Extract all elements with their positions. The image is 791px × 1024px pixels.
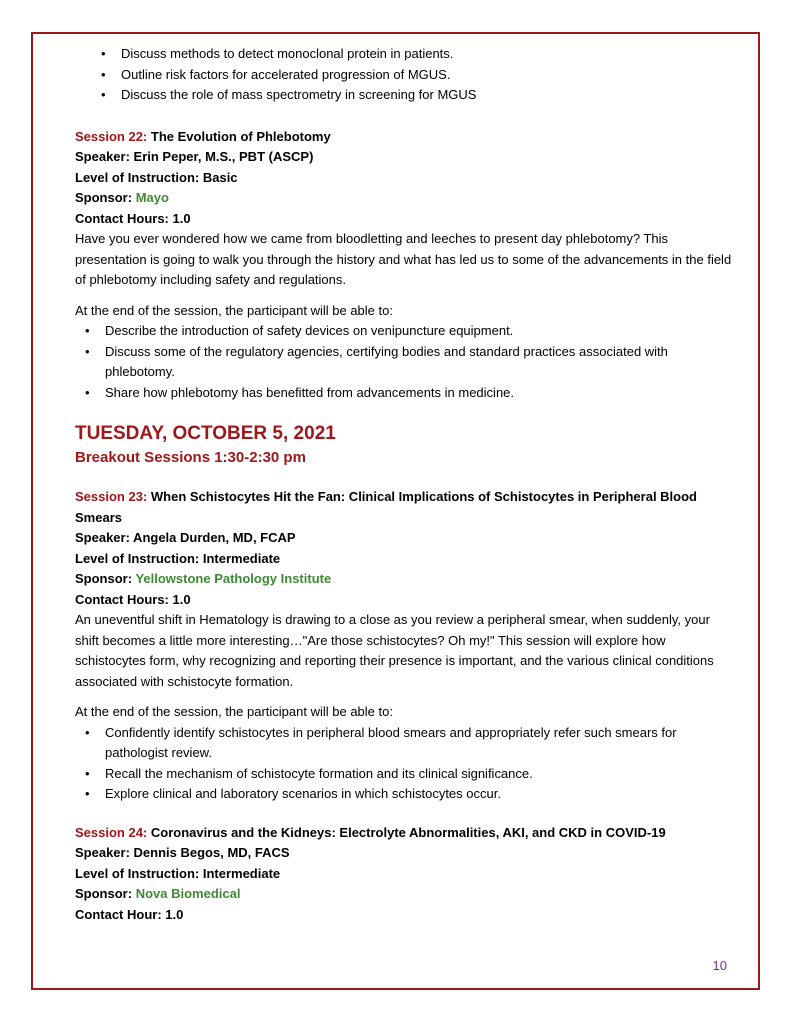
session-title: When Schistocytes Hit the Fan: Clinical Implications of Schistocytes in Peripheral Blood Smears [75,489,697,525]
session-description: An uneventful shift in Hematology is drawing to a close as you review a peripheral smear, when suddenly, your shift becomes a little more interesting…"Are those schistocytes? Oh my!" This session will explore how schistocytes form, why recognizing and reporting their presence is important, and the various clinical conditions associated with schistocyte formation. [75,612,714,689]
speaker: Speaker: Erin Peper, M.S., PBT (ASCP) [75,149,314,164]
objectives-intro: At the end of the session, the participant will be able to: [75,302,393,318]
sponsor-name: Nova Biomedical [135,886,241,901]
day-heading: TUESDAY, OCTOBER 5, 2021 [75,423,336,444]
sponsor-label: Sponsor: [75,886,133,901]
speaker: Speaker: Dennis Begos, MD, FACS [75,845,290,860]
sponsor-name: Mayo [135,190,169,205]
session-number: Session 22: [75,128,148,144]
list-item: • Explore clinical and laboratory scenarios in which schistocytes occur. [75,784,735,805]
speaker: Speaker: Angela Durden, MD, FCAP [75,530,296,545]
list-item: • Discuss some of the regulatory agencies, certifying bodies and standard practices associated with phlebotomy. [75,342,735,383]
contact-hours: Contact Hours: 1.0 [75,210,191,226]
list-item: • Recall the mechanism of schistocyte formation and its clinical significance. [75,764,735,785]
session-22-heading [75,127,735,148]
session-number: Session 23: [75,489,148,504]
sponsor [75,884,735,905]
contact-hours: Contact Hour: 1.0 [75,906,184,922]
level: Level of Instruction: Intermediate [75,550,281,566]
list-item: • Discuss methods to detect monoclonal protein in patients. [75,44,735,65]
page-content [75,44,735,925]
list-item: • Describe the introduction of safety devices on venipuncture equipment. [75,321,735,342]
sponsor-label: Sponsor: [75,190,133,205]
list-item: • Confidently identify schistocytes in peripheral blood smears and appropriately refer such smears for pathologist review. [75,723,735,764]
level: Level of Instruction: Intermediate [75,865,281,881]
objectives-list [75,321,735,403]
sponsor-name: Yellowstone Pathology Institute [135,571,332,586]
session-23-heading [75,487,735,528]
session-24-heading [75,823,735,844]
session-number: Session 24: [75,824,148,840]
objectives-list-prev [75,44,735,106]
sponsor-label: Sponsor: [75,571,133,586]
list-item: • Share how phlebotomy has benefitted from advancements in medicine. [75,383,735,404]
objectives-list [75,723,735,805]
list-item: • Discuss the role of mass spectrometry in screening for MGUS [75,85,735,106]
sponsor [75,569,735,590]
objectives-intro: At the end of the session, the participant will be able to: [75,704,393,719]
page-number: 10 [712,958,727,973]
breakout-heading: Breakout Sessions 1:30-2:30 pm [75,449,306,466]
session-title: The Evolution of Phlebotomy [150,128,331,144]
list-item: • Outline risk factors for accelerated progression of MGUS. [75,65,735,86]
contact-hours: Contact Hours: 1.0 [75,591,191,607]
sponsor [75,188,735,209]
session-description: Have you ever wondered how we came from bloodletting and leeches to present day phlebotomy? This presentation is going to walk you through the history and what has led us to some of the advancements in the field of phlebotomy including safety and regulations. [75,231,732,287]
level: Level of Instruction: Basic [75,169,238,185]
session-title: Coronavirus and the Kidneys: Electrolyte Abnormalities, AKI, and CKD in COVID-19 [150,824,666,840]
